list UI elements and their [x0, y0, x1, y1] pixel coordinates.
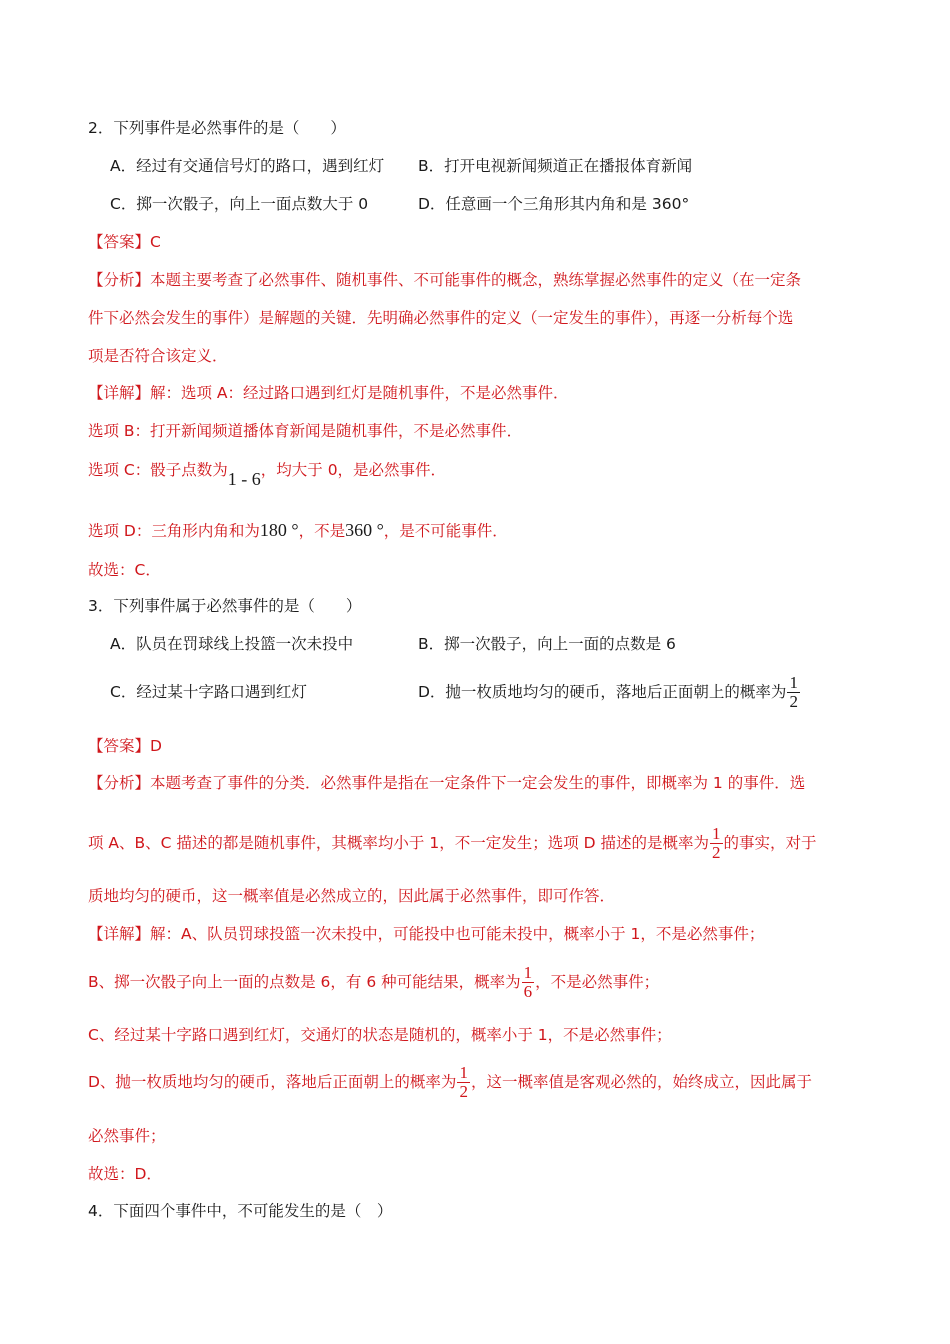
q3-analysis-line-1: 【分析】本题考查了事件的分类．必然事件是指在一定条件下一定会发生的事件，即概率为 1 的事件．选 [88, 774, 806, 792]
q3-detail-line-3: C、经过某十字路口遇到红灯，交通灯的状态是随机的，概率小于 1，不是必然事件； [88, 1026, 672, 1044]
q3-analysis-fraction [710, 825, 723, 862]
q4-stem: 4．下面四个事件中，不可能发生的是（ ） [88, 1202, 393, 1220]
q2-analysis-line-1: 【分析】本题主要考查了必然事件、随机事件、不可能事件的概念，熟练掌握必然事件的定义（在一定条 [88, 271, 802, 289]
q3-detail-line-2 [88, 962, 659, 1002]
q2-option-d: D．任意画一个三角形其内角和是 360° [418, 195, 690, 213]
q2-dice-range-math: 1 - 6 [227, 469, 261, 489]
q2-detail-3-tail: ，均大于 0，是必然事件． [260, 461, 447, 479]
q2-detail-line-1: 【详解】解：选项 A：经过路口遇到红灯是随机事件，不是必然事件． [88, 384, 569, 402]
q2-answer: 【答案】C [88, 233, 161, 251]
q3-detail-2-tail: ，不是必然事件； [535, 973, 660, 991]
q3-option-b: B．掷一次骰子，向上一面的点数是 6 [418, 635, 676, 653]
fraction-numerator: 1 [523, 963, 533, 982]
q3-answer: 【答案】D [88, 737, 162, 755]
q3-detail-4-tail: ，这一概率值是客观必然的，始终成立，因此属于 [470, 1073, 812, 1091]
fraction-numerator: 1 [789, 673, 798, 692]
fraction-denominator: 6 [523, 982, 533, 1001]
q3-analysis-2-text: 项 A、B、C 描述的都是随机事件，其概率均小于 1，不一定发生；选项 D 描述的是概率为 [88, 834, 709, 852]
q3-conclusion: 故选：D． [88, 1165, 162, 1183]
q2-option-a: A．经过有交通信号灯的路口，遇到红灯 [110, 157, 385, 175]
q3-detail-2-fraction [522, 964, 535, 1001]
q2-detail-line-2: 选项 B：打开新闻频道播体育新闻是随机事件，不是必然事件． [88, 422, 523, 440]
q3-stem: 3．下列事件属于必然事件的是（ ） [88, 597, 362, 615]
q2-detail-line-3 [88, 458, 447, 489]
q3-analysis-2-tail: 的事实，对于 [723, 834, 817, 852]
fraction-denominator: 2 [789, 692, 798, 711]
q3-option-d-fraction [787, 674, 800, 711]
q2-detail-line-4 [88, 519, 508, 542]
q2-angle-360-math: 360 ° [345, 520, 384, 540]
fraction-numerator: 1 [459, 1063, 468, 1082]
q3-detail-line-5: 必然事件； [88, 1127, 166, 1145]
q2-detail-3-text: 选项 C：骰子点数为 [88, 461, 228, 479]
q2-detail-4-text: 选项 D：三角形内角和为 [88, 522, 260, 540]
q2-analysis-line-2: 件下必然会发生的事件）是解题的关键．先明确必然事件的定义（一定发生的事件），再逐一分析每个选 [88, 309, 794, 327]
q2-option-b: B．打开电视新闻频道正在播报体育新闻 [418, 157, 693, 175]
q3-option-d [418, 672, 801, 712]
q3-option-c: C．经过某十字路口遇到红灯 [110, 683, 307, 701]
q2-detail-4-mid: ，不是 [298, 522, 346, 540]
q3-analysis-line-3: 质地均匀的硬币，这一概率值是必然成立的，因此属于必然事件，即可作答． [88, 887, 616, 905]
q3-detail-line-1: 【详解】解：A、队员罚球投篮一次未投中，可能投中也可能未投中，概率小于 1，不是必然事件； [88, 925, 765, 943]
q3-detail-2-text: B、掷一次骰子向上一面的点数是 6，有 6 种可能结果，概率为 [88, 973, 521, 991]
fraction-denominator: 2 [459, 1082, 468, 1101]
q2-conclusion: 故选：C． [88, 561, 161, 579]
q2-option-c: C．掷一次骰子，向上一面点数大于 0 [110, 195, 369, 213]
q2-analysis-line-3: 项是否符合该定义． [88, 347, 228, 365]
q3-option-d-text: D．抛一枚质地均匀的硬币，落地后正面朝上的概率为 [418, 683, 787, 701]
q3-detail-4-text: D、抛一枚质地均匀的硬币，落地后正面朝上的概率为 [88, 1073, 457, 1091]
q3-detail-4-fraction [457, 1064, 470, 1101]
q3-detail-line-4 [88, 1062, 812, 1102]
q2-angle-180-math: 180 ° [259, 520, 299, 540]
fraction-denominator: 2 [712, 843, 721, 862]
q2-stem: 2．下列事件是必然事件的是（ ） [88, 119, 346, 137]
fraction-numerator: 1 [712, 824, 721, 843]
q3-analysis-line-2 [88, 823, 817, 863]
q2-detail-4-tail: ，是不可能事件． [383, 522, 508, 540]
q3-option-a: A．队员在罚球线上投篮一次未投中 [110, 635, 354, 653]
